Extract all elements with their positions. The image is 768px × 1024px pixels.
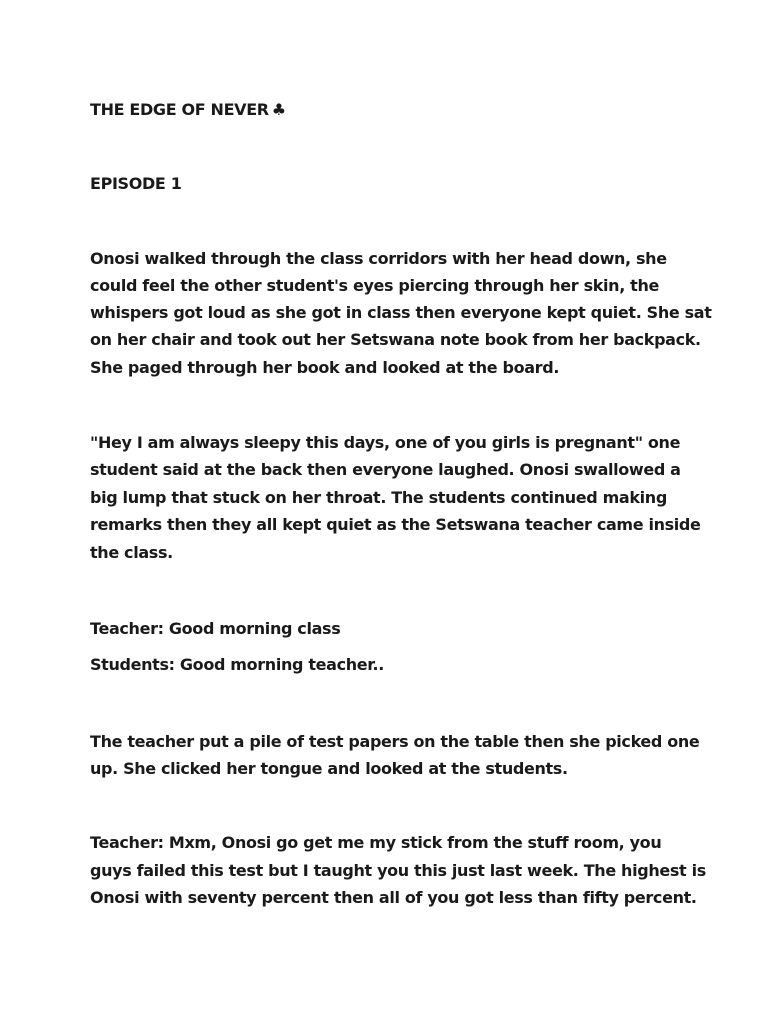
paragraph-1-line-1: Onosi walked through the class corridors with her head down, she — [90, 249, 667, 268]
document-title — [90, 96, 286, 123]
paragraph-3-line-2: up. She clicked her tongue and looked at the students. — [90, 759, 568, 778]
paragraph-2-line-2: student said at the back then everyone laughed. Onosi swallowed a — [90, 460, 681, 479]
paragraph-4-line-3: Onosi with seventy percent then all of you got less than fifty percent. — [90, 888, 697, 907]
paragraph-2-line-4: remarks then they all kept quiet as the Setswana teacher came inside — [90, 515, 701, 534]
dialogue-teacher-greeting: Teacher: Good morning class — [90, 619, 341, 638]
paragraph-2-line-1: "Hey I am always sleepy this days, one of you girls is pregnant" one — [90, 433, 681, 452]
title-text: THE EDGE OF NEVER — [90, 100, 269, 119]
paragraph-1-line-5: She paged through her book and looked at the board. — [90, 358, 560, 377]
club-suit-icon: ♣ — [271, 100, 286, 119]
paragraph-3-line-1: The teacher put a pile of test papers on the table then she picked one — [90, 732, 700, 751]
paragraph-2-line-5: the class. — [90, 543, 173, 562]
paragraph-4-line-2: guys failed this test but I taught you this just last week. The highest is — [90, 861, 706, 880]
paragraph-1-line-4: on her chair and took out her Setswana note book from her backpack. — [90, 330, 701, 349]
paragraph-1-line-2: could feel the other student's eyes piercing through her skin, the — [90, 276, 659, 295]
episode-heading: EPISODE 1 — [90, 174, 182, 193]
dialogue-students-greeting: Students: Good morning teacher.. — [90, 655, 384, 674]
paragraph-2-line-3: big lump that stuck on her throat. The students continued making — [90, 488, 667, 507]
paragraph-1-line-3: whispers got loud as she got in class then everyone kept quiet. She sat — [90, 303, 712, 322]
paragraph-4-line-1: Teacher: Mxm, Onosi go get me my stick from the stuff room, you — [90, 833, 662, 852]
